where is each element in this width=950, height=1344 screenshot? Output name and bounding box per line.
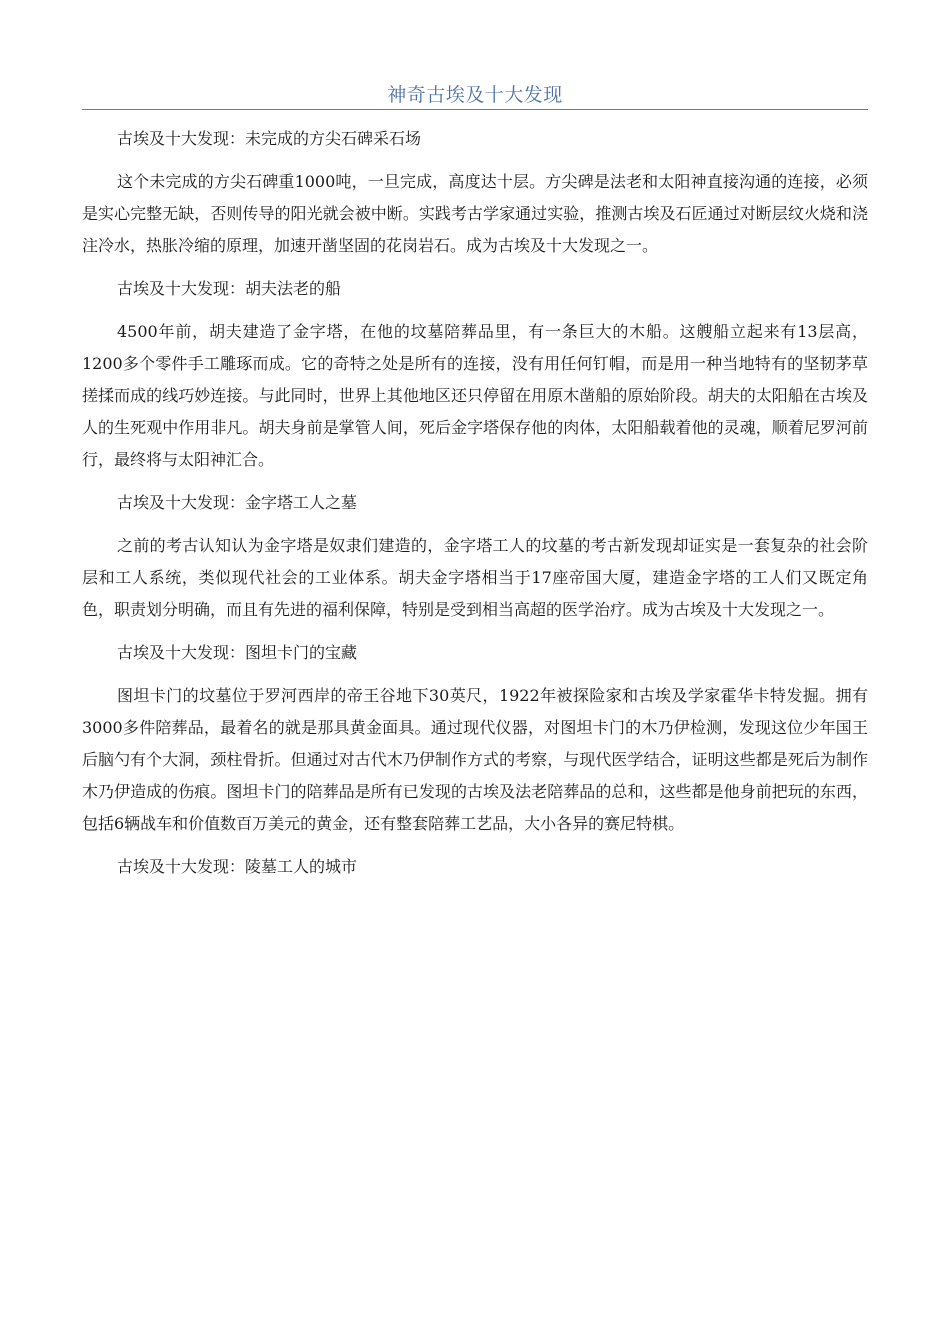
spacer: [82, 305, 868, 316]
section-body-khufu-ship: 4500年前，胡夫建造了金字塔，在他的坟墓陪葬品里，有一条巨大的木船。这艘船立起来有13层高，1200多个零件手工雕琢而成。它的奇特之处是所有的连接，没有用任何钉帽，而是用一种当地特有的坚韧茅草搓揉而成的线巧妙连接。与此同时，世界上其他地区还只停留在用原木凿船的原始阶段。胡夫的太阳船在古埃及人的生死观中作用非凡。胡夫身前是掌管人间，死后金字塔保存他的肉体，太阳船载着他的灵魂，顺着尼罗河前行，最终将与太阳神汇合。: [82, 322, 868, 469]
spacer: [82, 476, 868, 487]
spacer: [82, 519, 868, 530]
section-heading-pyramid-workers: 古埃及十大发现：金字塔工人之墓: [117, 493, 358, 512]
page-title: 神奇古埃及十大发现: [387, 84, 563, 106]
document-body: [82, 123, 868, 883]
section-heading-obelisk: 古埃及十大发现：未完成的方尖石碑采石场: [117, 129, 422, 148]
section-heading-tutankhamun: 古埃及十大发现：图坦卡门的宝藏: [117, 643, 358, 662]
section-body-obelisk: 这个未完成的方尖石碑重1000吨，一旦完成，高度达十层。方尖碑是法老和太阳神直接沟通的连接，必须是实心完整无缺，否则传导的阳光就会被中断。实践考古学家通过实验，推测古埃及石匠通过对断层纹火烧和浇注冷水，热胀冷缩的原理，加速开凿坚固的花岗岩石。成为古埃及十大发现之一。: [82, 172, 868, 255]
spacer: [82, 262, 868, 273]
spacer: [82, 155, 868, 166]
spacer: [82, 626, 868, 637]
title-divider: [82, 109, 868, 110]
spacer: [82, 840, 868, 851]
section-heading-workers-city: 古埃及十大发现：陵墓工人的城市: [117, 857, 358, 876]
spacer: [82, 669, 868, 680]
section-body-pyramid-workers: 之前的考古认知认为金字塔是奴隶们建造的，金字塔工人的坟墓的考古新发现却证实是一套复杂的社会阶层和工人系统，类似现代社会的工业体系。胡夫金字塔相当于17座帝国大厦，建造金字塔的工人们又既定角色，职责划分明确，而且有先进的福利保障，特别是受到相当高超的医学治疗。成为古埃及十大发现之一。: [82, 536, 868, 619]
section-body-tutankhamun: 图坦卡门的坟墓位于罗河西岸的帝王谷地下30英尺，1922年被探险家和古埃及学家霍华卡特发掘。拥有3000多件陪葬品，最着名的就是那具黄金面具。通过现代仪器，对图坦卡门的木乃伊检测，发现这位少年国王后脑勺有个大洞，颈柱骨折。但通过对古代木乃伊制作方式的考察，与现代医学结合，证明这些都是死后为制作木乃伊造成的伤痕。图坦卡门的陪葬品是所有已发现的古埃及法老陪葬品的总和，这些都是他身前把玩的东西，包括6辆战车和价值数百万美元的黄金，还有整套陪葬工艺品，大小各异的赛尼特棋。: [82, 686, 868, 833]
section-heading-khufu-ship: 古埃及十大发现：胡夫法老的船: [117, 279, 342, 298]
